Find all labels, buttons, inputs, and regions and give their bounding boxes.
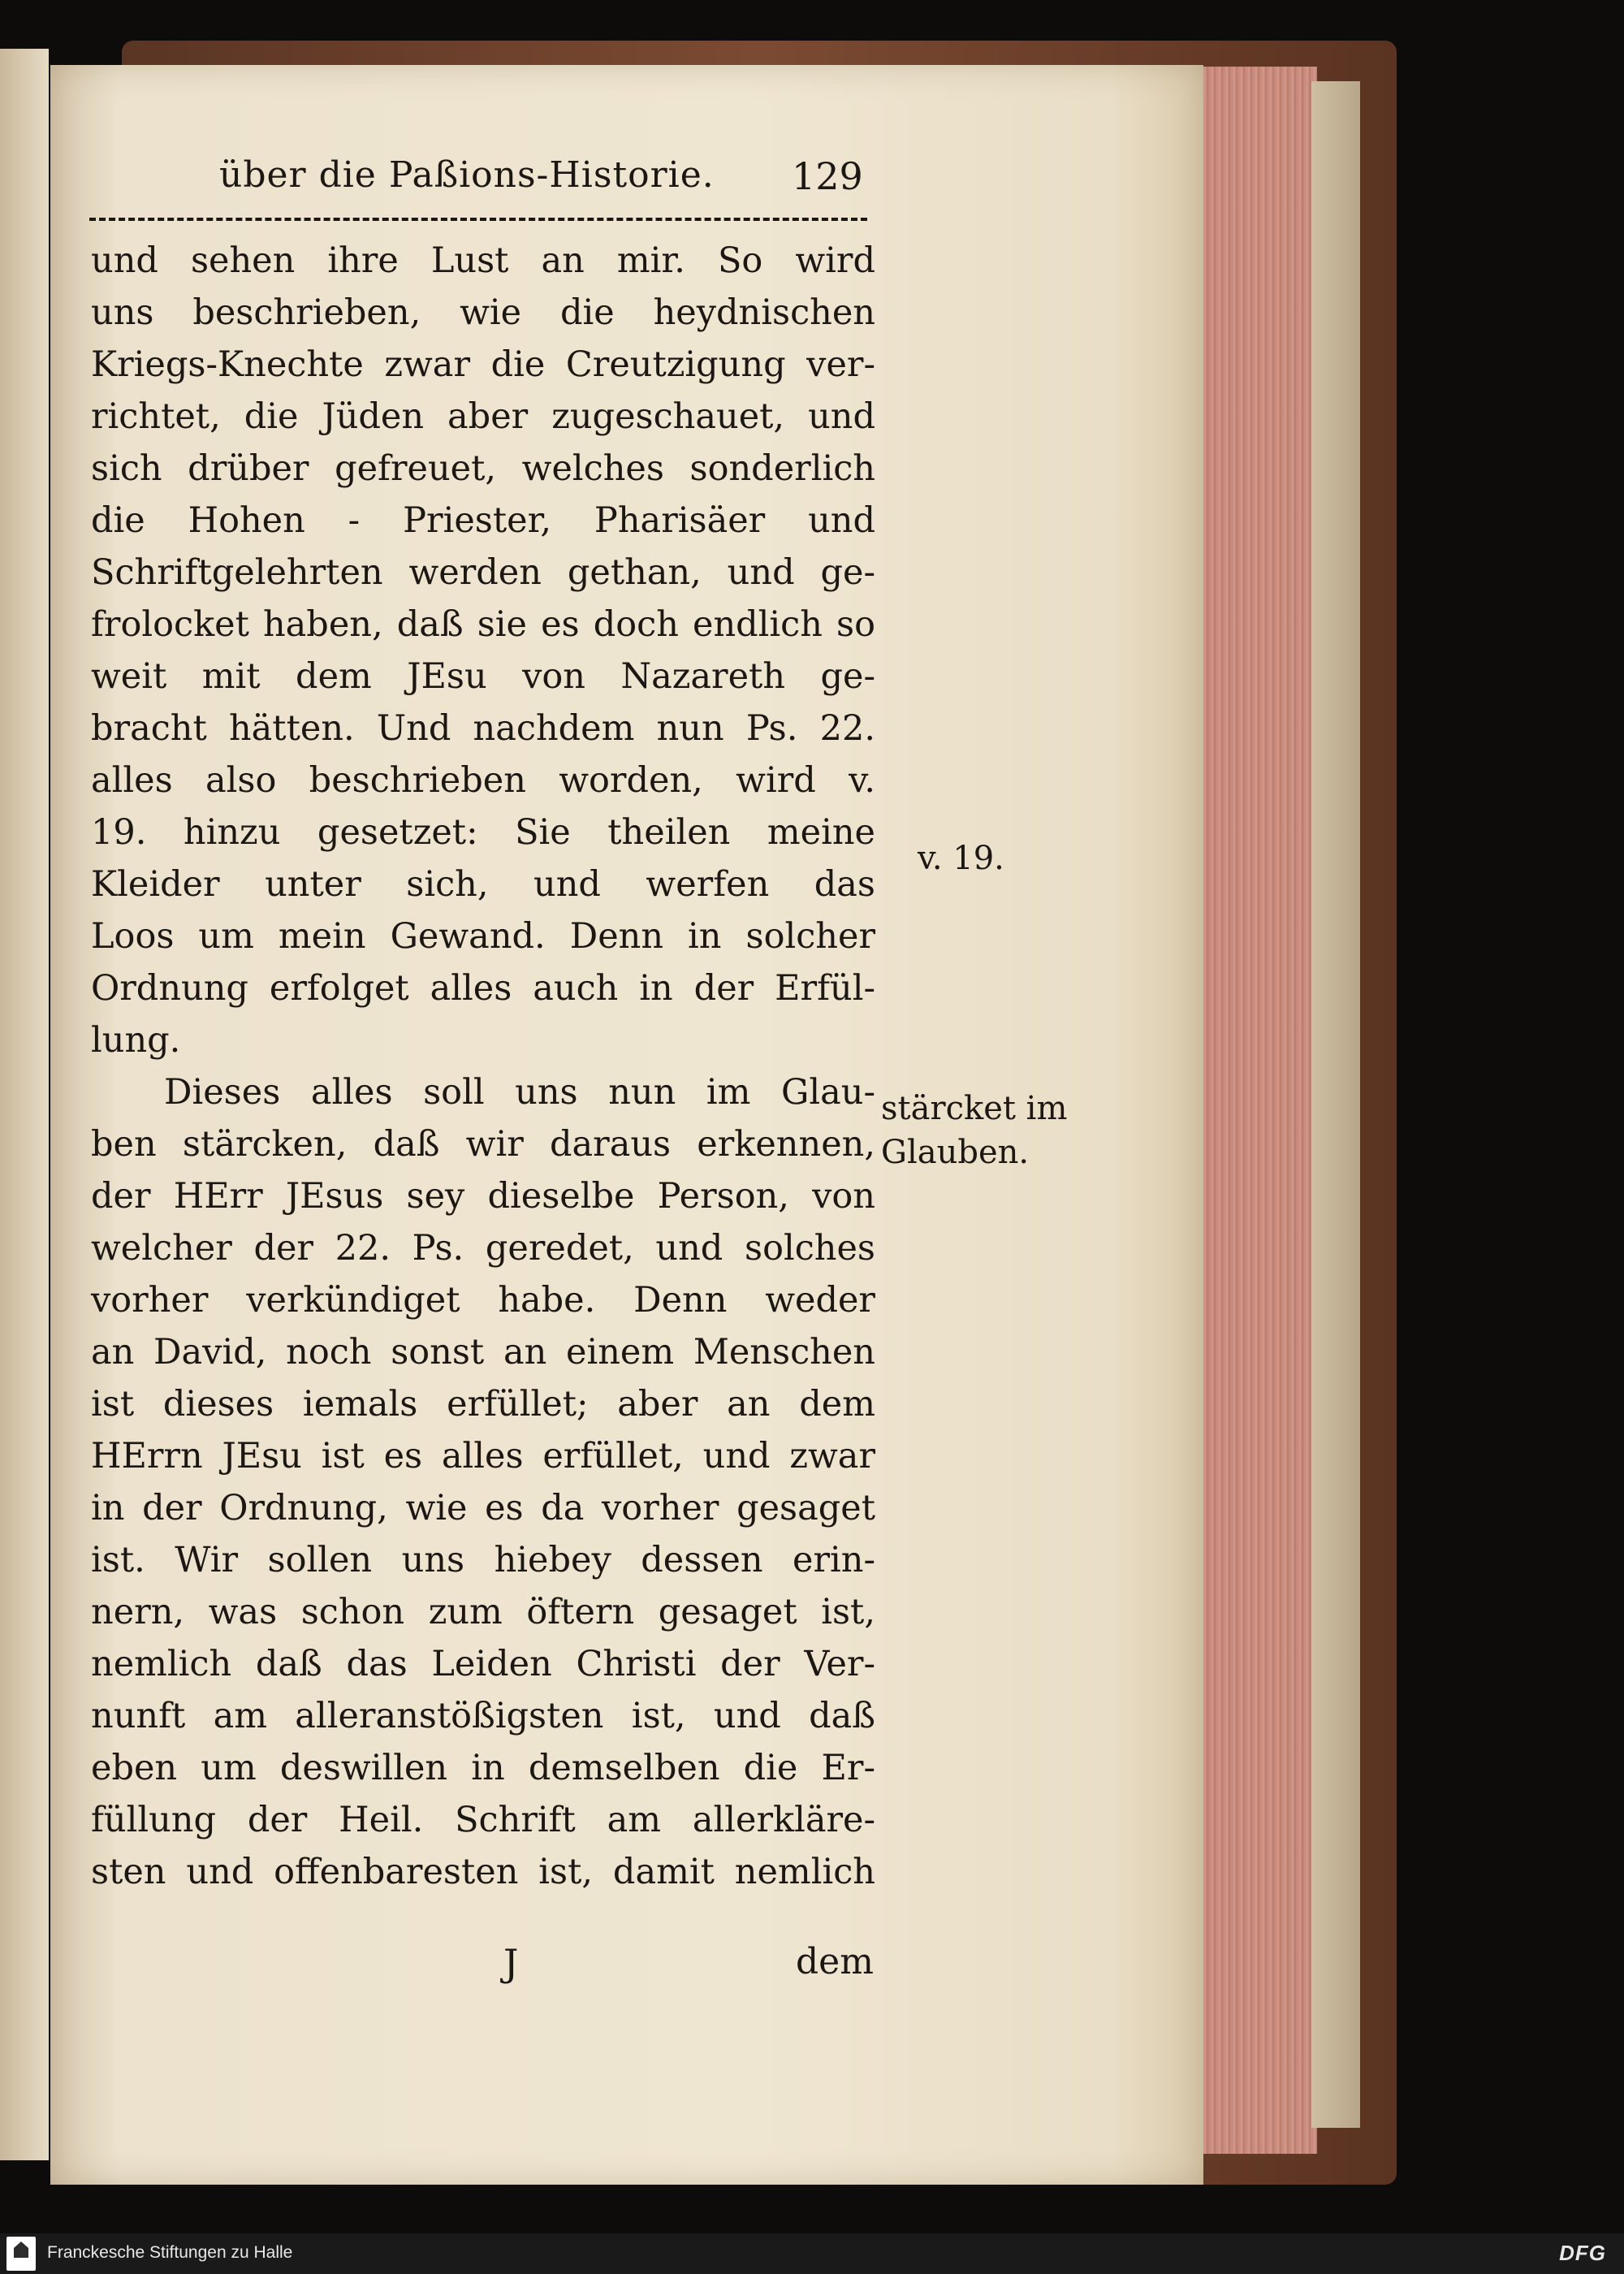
previous-page-edge bbox=[0, 49, 49, 2160]
text-line: an David, noch sonst an einem Menschen bbox=[91, 1332, 875, 1373]
margin-note-gloss bbox=[881, 1087, 1067, 1174]
text-line: ist dieses iemals erfüllet; aber an dem bbox=[91, 1384, 875, 1424]
text-line: vorher verkündiget habe. Denn weder bbox=[91, 1280, 875, 1321]
text-line: und sehen ihre Lust an mir. So wird bbox=[91, 240, 875, 281]
text-line: 19. hinzu gesetzet: Sie theilen meine bbox=[91, 812, 875, 853]
text-line: in der Ordnung, wie es da vorher gesaget bbox=[91, 1488, 875, 1528]
text-line: ist. Wir sollen uns hiebey dessen erin- bbox=[91, 1540, 875, 1580]
text-line: füllung der Heil. Schrift am allerkläre- bbox=[91, 1800, 875, 1840]
text-line: weit mit dem JEsu von Nazareth ge- bbox=[91, 656, 875, 697]
text-line: Kriegs-Knechte zwar die Creutzigung ver- bbox=[91, 344, 875, 385]
page-block-edge bbox=[1194, 67, 1317, 2154]
margin-note-line: stärcket im bbox=[881, 1090, 1068, 1127]
margin-note-line: Glauben. bbox=[881, 1134, 1030, 1171]
text-line: uns beschrieben, wie die heydnischen bbox=[91, 292, 875, 333]
text-line: nunft am alleranstößigsten ist, und daß bbox=[91, 1696, 875, 1736]
text-line: nern, was schon zum öftern gesaget ist, bbox=[91, 1592, 875, 1632]
page-block-inner bbox=[1311, 81, 1360, 2128]
dfg-logo: DFG bbox=[1559, 2241, 1606, 2265]
text-line: richtet, die Jüden aber zugeschauet, und bbox=[91, 396, 875, 437]
text-line: lung. bbox=[91, 1020, 181, 1061]
text-line: eben um deswillen in demselben die Er- bbox=[91, 1748, 875, 1788]
head-rule bbox=[89, 218, 867, 221]
signature-mark: J bbox=[503, 1941, 519, 1985]
text-line: die Hohen - Priester, Pharisäer und bbox=[91, 500, 875, 541]
margin-note-verse-ref: v. 19. bbox=[918, 840, 1004, 877]
running-head: über die Paßions-Historie. bbox=[219, 154, 715, 196]
catchword: dem bbox=[796, 1941, 874, 1982]
text-line: Ordnung erfolget alles auch in der Erfül- bbox=[91, 968, 875, 1009]
text-line: Schriftgelehrten werden gethan, und ge- bbox=[91, 552, 875, 593]
text-line: Dieses alles soll uns nun im Glau- bbox=[164, 1072, 875, 1113]
text-line: bracht hätten. Und nachdem nun Ps. 22. bbox=[91, 708, 875, 749]
text-line: frolocket haben, daß sie es doch endlich so bbox=[91, 604, 875, 645]
text-line: HErrn JEsu ist es alles erfüllet, und zwar bbox=[91, 1436, 875, 1476]
institution-logo-icon bbox=[6, 2237, 36, 2271]
footer-bar bbox=[0, 2233, 1624, 2274]
footer-institution: Franckesche Stiftungen zu Halle bbox=[47, 2243, 293, 2262]
text-line: nemlich daß das Leiden Christi der Ver- bbox=[91, 1644, 875, 1684]
text-line: welcher der 22. Ps. geredet, und solches bbox=[91, 1228, 875, 1269]
page-number: 129 bbox=[792, 154, 863, 198]
text-line: sich drüber gefreuet, welches sonderlich bbox=[91, 448, 875, 489]
text-line: sten und offenbaresten ist, damit nemlich bbox=[91, 1852, 875, 1892]
text-line: ben stärcken, daß wir daraus erkennen, bbox=[91, 1124, 875, 1165]
text-line: Loos um mein Gewand. Denn in solcher bbox=[91, 916, 875, 957]
text-line: alles also beschrieben worden, wird v. bbox=[91, 760, 875, 801]
text-line: der HErr JEsus sey dieselbe Person, von bbox=[91, 1176, 875, 1217]
text-line: Kleider unter sich, und werfen das bbox=[91, 864, 875, 905]
